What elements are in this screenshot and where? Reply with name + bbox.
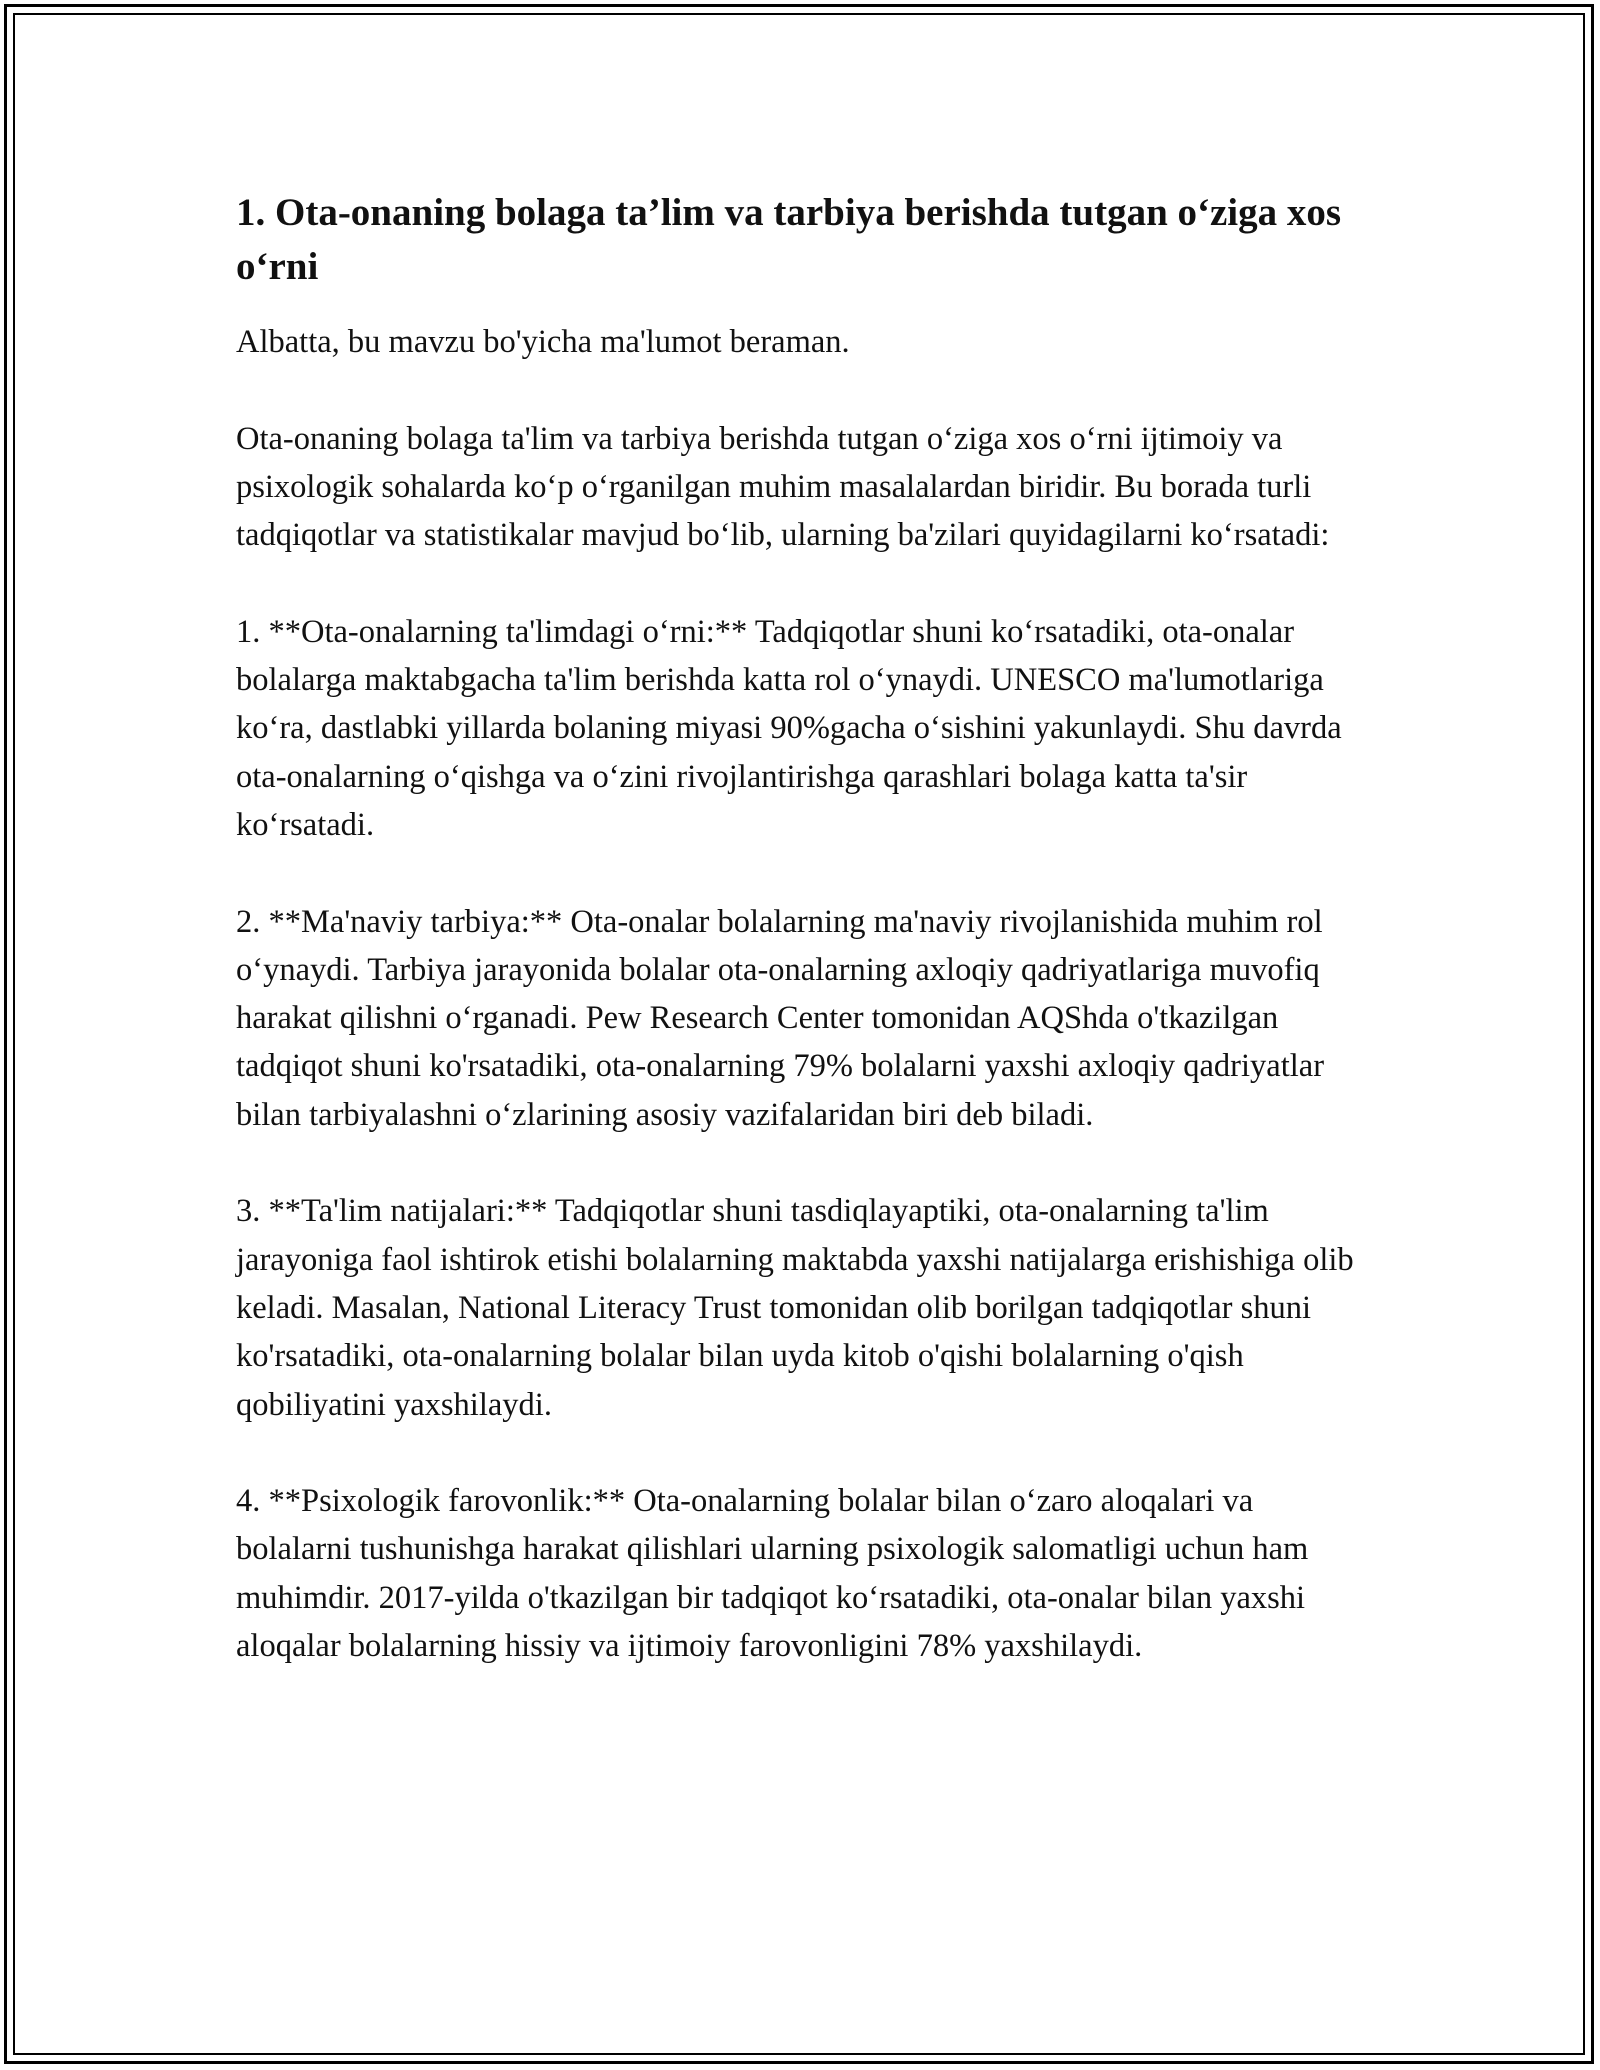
document-title: 1. Ota-onaning bolaga ta’lim va tarbiya berishda tutgan o‘ziga xos o‘rni (236, 191, 1342, 288)
intro-paragraph: Albatta, bu mavzu bo'yicha ma'lumot beraman. (236, 324, 850, 360)
overview-paragraph: Ota-onaning bolaga ta'lim va tarbiya berishda tutgan o‘ziga xos o‘rni ijtimoiy va psixologik sohalarda ko‘p o‘rganilgan muhim masalalardan biridir. Bu borada turli tadqiqotlar va statistikalar mavjud bo‘lib, ularning ba'zilari quyidagilarni ko‘rsatadi: (236, 420, 1330, 554)
list-item-moral-upbringing: 2. **Ma'naviy tarbiya:** Ota-onalar bolalarning ma'naviy rivojlanishida muhim rol o‘ynaydi. Tarbiya jarayonida bolalar ota-onalarning axloqiy qadriyatlariga muvofiq harakat qilishni o‘rganadi. Pew Research Center tomonidan AQShda o'tkazilgan tadqiqot shuni ko'rsatadiki, ota-onalarning 79% bolalarni yaxshi axloqiy qadriyatlar bilan tarbiyalashni o‘zlarining asosiy vazifalaridan biri deb biladi. (236, 903, 1325, 1133)
list-item-education-results: 3. **Ta'lim natijalari:** Tadqiqotlar shuni tasdiqlayaptiki, ota-onalarning ta'lim jarayoniga faol ishtirok etishi bolalarning maktabda yaxshi natijalarga erishishiga olib keladi. Masalan, National Literacy Trust tomonidan olib borilgan tadqiqotlar shuni ko'rsatadiki, ota-onalarning bolalar bilan uyda kitob o'qishi bolalarning o'qish qobiliyatini yaxshilaydi. (236, 1193, 1354, 1423)
document-body (236, 186, 1366, 1670)
list-item-education-role: 1. **Ota-onalarning ta'limdagi o‘rni:** Tadqiqotlar shuni ko‘rsatadiki, ota-onalar bolalarga maktabgacha ta'lim berishda katta rol o‘ynaydi. UNESCO ma'lumotlariga ko‘ra, dastlabki yillarda bolaning miyasi 90%gacha o‘sishini yakunlaydi. Shu davrda ota-onalarning o‘qishga va o‘zini rivojlantirishga qarashlari bolaga katta ta'sir ko‘rsatadi. (236, 613, 1342, 843)
list-item-psychological-wellbeing: 4. **Psixologik farovonlik:** Ota-onalarning bolalar bilan o‘zaro aloqalari va bolalarni tushunishga harakat qilishlari ularning psixologik salomatligi uchun ham muhimdir. 2017-yilda o'tkazilgan bir tadqiqot ko‘rsatadiki, ota-onalar bilan yaxshi aloqalar bolalarning hissiy va ijtimoiy farovonligini 78% yaxshilaydi. (236, 1483, 1309, 1665)
